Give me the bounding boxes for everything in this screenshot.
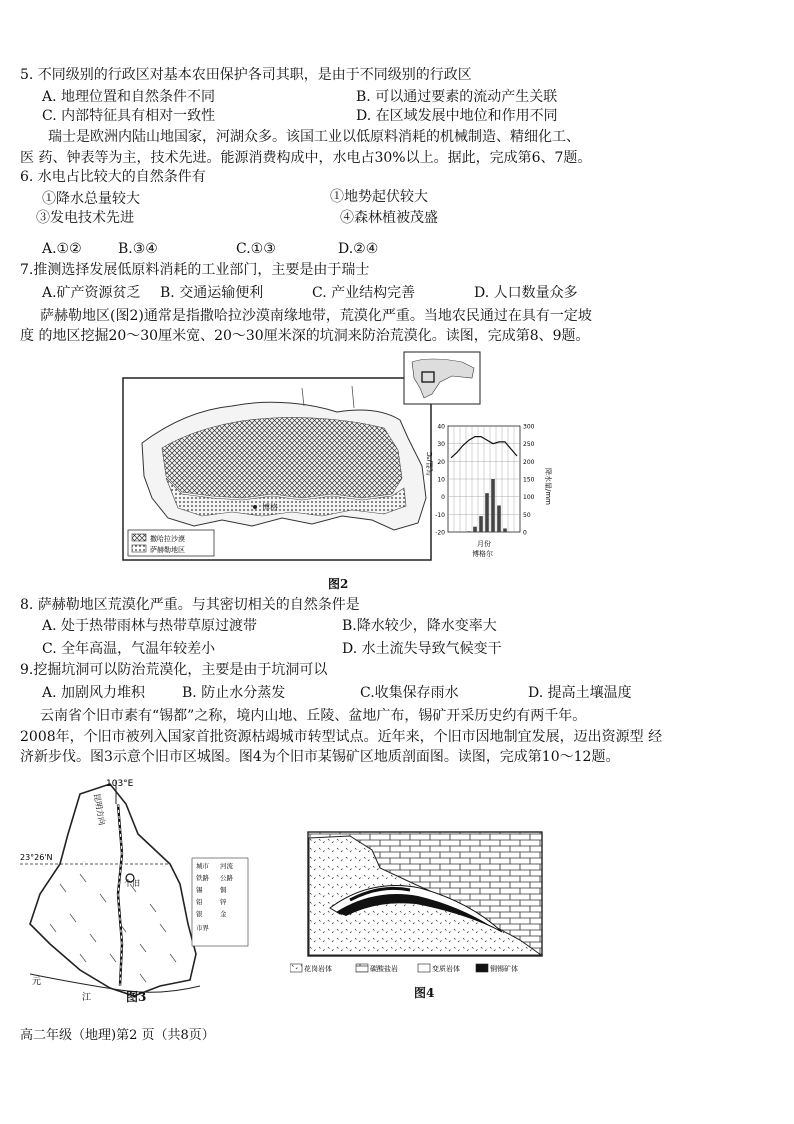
legend-sahara-label: 撒哈拉沙漠 xyxy=(150,535,185,543)
intro67-line2: 医 药、钟表等为主，技术先进。能源消费构成中，水电占30%以上。据此，完成第6、7题。 xyxy=(20,150,592,166)
fig4-legend xyxy=(290,964,518,973)
fig3-legend-river: 河流 xyxy=(220,862,233,870)
intro1012-line2: 2008年，个旧市被列入国家首批资源枯竭城市转型试点。近年来，个旧市因地制宜发展，迈出资源型 经 xyxy=(20,729,663,745)
fig3-legend-city: 城市 xyxy=(196,862,209,870)
q5-option-c: C. 内部特征具有相对一致性 xyxy=(42,108,216,124)
q8-option-c: C. 全年高温，气温年较差小 xyxy=(42,641,216,657)
q6-option-d: D.②④ xyxy=(338,241,379,257)
figure-2-graphic xyxy=(122,348,552,573)
fig2-y-left-label: 气温/℃ xyxy=(426,451,434,476)
fig2-y-right-label: 降水量/mm xyxy=(544,468,552,505)
fig4-legend-metamorphic: 变质岩体 xyxy=(432,965,460,973)
q9-option-c: C.收集保存雨水 xyxy=(360,685,459,701)
fig3-river-label-1: 元 xyxy=(32,977,42,987)
fig3-legend-boundary: 市界 xyxy=(196,924,209,932)
q5-stem: 5. 不同级别的行政区对基本农田保护各司其职，是由于不同级别的行政区 xyxy=(20,67,472,83)
city-boundary xyxy=(30,784,196,996)
q7-option-a: A.矿产资源贫乏 xyxy=(42,285,141,301)
q6-stem: 6. 水电占比较大的自然条件有 xyxy=(20,169,206,185)
figure-2 xyxy=(122,348,552,573)
q6-item-3: ③发电技术先进 xyxy=(36,210,134,226)
figure-4-graphic xyxy=(290,828,560,978)
fig3-city-label: 个旧 xyxy=(124,879,140,888)
fig2-place-label: 博格 xyxy=(262,503,278,512)
q8-option-b: B.降水较少，降水变率大 xyxy=(342,618,497,634)
q6-item-4: ④森林植被茂盛 xyxy=(340,210,438,226)
q5-option-a: A. 地理位置和自然条件不同 xyxy=(42,89,216,105)
legend-sahel-swatch xyxy=(132,545,146,552)
precip-bar-9 xyxy=(497,506,501,533)
q9-option-a: A. 加剧风力堆积 xyxy=(42,685,146,701)
figure-4-caption: 图4 xyxy=(414,986,435,1000)
left-tick-label: -20 xyxy=(435,529,445,537)
left-tick-label: 30 xyxy=(437,441,445,449)
q8-stem: 8. 萨赫勒地区荒漠化严重。与其密切相关的自然条件是 xyxy=(20,597,360,613)
fig3-legend-lead: 铅 xyxy=(196,898,203,906)
figure-3 xyxy=(20,774,250,1006)
right-tick-label: 100 xyxy=(523,494,535,502)
precip-bar-10 xyxy=(503,528,507,532)
q6-item-2: ①地势起伏较大 xyxy=(330,189,428,205)
precip-bar-6 xyxy=(479,516,483,532)
legend-sahel-label: 萨赫勒地区 xyxy=(150,546,185,554)
station-marker xyxy=(253,505,257,509)
intro89-line1: 萨赫勒地区(图2)通常是指撒哈拉沙漠南缘地带，荒漠化严重。当地农民通过在具有一定坡 xyxy=(40,308,592,324)
q7-stem: 7.推测选择发展低原料消耗的工业部门，主要是由于瑞士 xyxy=(20,262,370,278)
legend-sahara-swatch xyxy=(132,534,146,541)
fig3-river-label-2: 江 xyxy=(82,993,92,1003)
q7-option-b: B. 交通运输便利 xyxy=(160,285,264,301)
fig3-legend-rail: 铁路 xyxy=(196,874,209,882)
q9-option-b: B. 防止水分蒸发 xyxy=(182,685,286,701)
fig3-legend-gold: 金 xyxy=(220,910,227,918)
q7-option-d: D. 人口数量众多 xyxy=(474,285,578,301)
right-tick-label: 250 xyxy=(523,441,535,449)
right-tick-label: 300 xyxy=(523,423,535,431)
fig3-lon-label: 103°E xyxy=(106,779,134,789)
page-footer: 高二年级（地理)第2 页（共8页） xyxy=(20,1028,215,1043)
q5-option-b: B. 可以通过要素的流动产生关联 xyxy=(356,89,558,105)
fig3-lat-label: 23°26'N xyxy=(20,853,53,862)
fig2-x-label: 月份 xyxy=(477,540,491,548)
q8-option-d: D. 水土流失导致气候变干 xyxy=(342,641,502,657)
fig3-direction-label: 昆明方向 xyxy=(92,792,107,826)
fig3-legend-zinc: 锌 xyxy=(220,898,227,906)
intro67-line1: 瑞士是欧洲内陆山地国家，河湖众多。该国工业以低原料消耗的机械制造、精细化工、 xyxy=(48,129,580,145)
right-tick-label: 150 xyxy=(523,476,535,484)
left-tick-label: 0 xyxy=(441,494,445,502)
left-tick-label: -10 xyxy=(435,511,445,519)
climate-chart xyxy=(425,424,552,559)
fig4-legend-carbonate: 碳酸盐岩 xyxy=(370,965,398,973)
q6-option-b: B.③④ xyxy=(118,241,158,257)
intro89-line2: 度 的地区挖掘20～30厘米宽、20～30厘米深的坑洞来防治荒漠化。读图，完成第8、9题。 xyxy=(20,328,590,344)
q6-option-c: C.①③ xyxy=(236,241,276,257)
q6-option-a: A.①② xyxy=(42,241,82,257)
fig3-legend-silver: 银 xyxy=(196,910,203,918)
intro1012-line3: 济新步伐。图3示意个旧市区城图。图4为个旧市某锡矿区地质剖面图。读图，完成第10～12题。 xyxy=(20,749,620,765)
fig3-legend-road: 公路 xyxy=(220,874,233,882)
right-tick-label: 50 xyxy=(523,511,531,519)
figure-3-caption: 图3 xyxy=(126,990,147,1004)
q6-item-1: ①降水总量较大 xyxy=(42,191,140,207)
figure-4 xyxy=(290,828,560,978)
q9-stem: 9.挖掘坑洞可以防治荒漠化，主要是由于坑洞可以 xyxy=(20,662,328,678)
q8-option-a: A. 处于热带雨林与热带草原过渡带 xyxy=(42,618,258,634)
fig4-legend-ore: 铜锡矿体 xyxy=(490,965,518,973)
precip-bar-8 xyxy=(491,479,495,532)
q7-option-c: C. 产业结构完善 xyxy=(312,285,416,301)
q9-option-d: D. 提高土壤温度 xyxy=(528,685,632,701)
figure-3-graphic xyxy=(20,774,250,1006)
intro1012-line1: 云南省个旧市素有“锡都”之称，境内山地、丘陵、盆地广布，锡矿开采历史约有两千年。 xyxy=(40,708,587,724)
fig4-legend-granite: 花岗岩体 xyxy=(304,965,332,973)
fig3-legend-copper: 铜 xyxy=(220,886,227,894)
right-tick-label: 200 xyxy=(523,458,535,466)
right-tick-label: 0 xyxy=(523,529,527,537)
q5-option-d: D. 在区域发展中地位和作用不同 xyxy=(356,108,558,124)
fig3-legend-tin: 锡 xyxy=(196,886,203,894)
precip-bar-7 xyxy=(485,493,489,532)
left-tick-label: 10 xyxy=(437,476,445,484)
precip-bar-5 xyxy=(473,527,477,532)
left-tick-label: 20 xyxy=(437,458,445,466)
fig2-station-name: 博格尔 xyxy=(472,550,493,558)
precip-bar-4 xyxy=(467,531,471,532)
figure-2-caption: 图2 xyxy=(328,577,349,591)
left-tick-label: 40 xyxy=(437,423,445,431)
